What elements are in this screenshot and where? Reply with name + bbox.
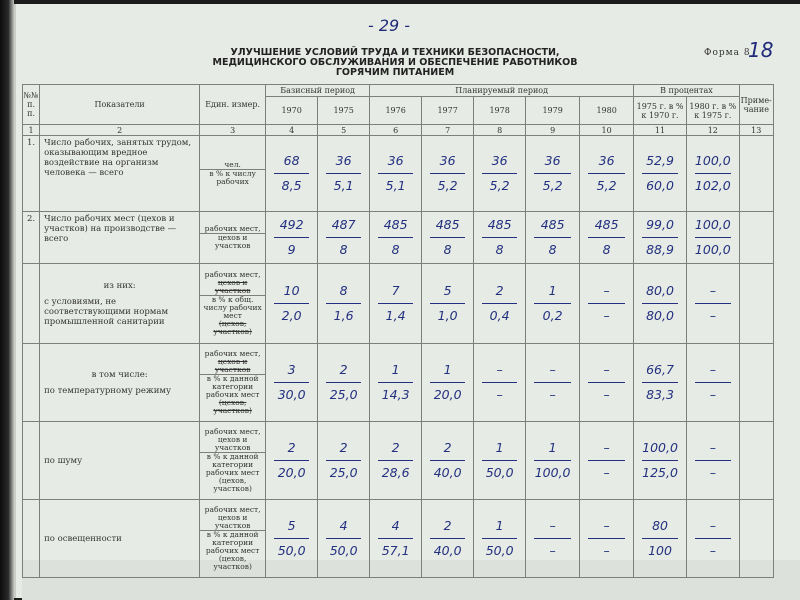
- value-bottom: –: [549, 387, 556, 402]
- row-indicator-label: с условиями, не соответствующими нормам промышленной санитарии: [44, 296, 169, 327]
- value-bottom: –: [709, 308, 716, 323]
- title-line: МЕДИЦИНСКОГО ОБСЛУЖИВАНИЯ И ОБЕСПЕЧЕНИЕ РАБОТНИКОВ: [212, 57, 578, 68]
- value-bottom: 5,2: [542, 178, 563, 193]
- value-top: 1: [482, 514, 517, 539]
- row-note: [739, 422, 773, 500]
- value-top: 36: [430, 149, 465, 174]
- value-bottom: 0,4: [489, 308, 510, 323]
- value-bottom: 80,0: [646, 308, 674, 323]
- header-indicators: Показатели: [40, 85, 200, 125]
- row-note: [739, 136, 773, 212]
- value-top: 2: [482, 279, 517, 304]
- value-cell: [686, 422, 739, 500]
- header-year: 1979: [526, 97, 580, 125]
- value-top: 485: [588, 213, 625, 238]
- col-number: 2: [40, 125, 200, 136]
- table-row: [23, 344, 774, 422]
- table-row: [23, 212, 774, 264]
- value-bottom: 50,0: [277, 543, 306, 558]
- table-row: [23, 422, 774, 500]
- value-bottom: 40,0: [433, 465, 462, 480]
- header-year: 1976: [370, 97, 422, 125]
- unit-bottom-text: в % к данной категории рабочих мест (цехов, участков): [205, 530, 260, 571]
- value-top: 485: [482, 213, 517, 238]
- unit-bottom-text: в % к данной категории рабочих мест: [205, 374, 260, 399]
- value-top: –: [534, 514, 571, 539]
- row-unit: [200, 264, 266, 344]
- header-year: 1977: [422, 97, 474, 125]
- value-top: –: [588, 436, 625, 461]
- value-top: 36: [588, 149, 625, 174]
- value-top: 100,0: [642, 436, 678, 461]
- value-cell: [526, 500, 580, 578]
- unit-bottom-text: цехов и участков: [214, 233, 251, 250]
- row-indicator: [40, 344, 200, 422]
- value-cell: [474, 422, 526, 500]
- col-number: 4: [266, 125, 318, 136]
- col-number: 6: [370, 125, 422, 136]
- value-cell: [422, 422, 474, 500]
- value-top: 10: [274, 279, 309, 304]
- value-top: 1: [430, 358, 465, 383]
- unit-bottom-text: в % к общ. числу рабочих мест: [203, 295, 262, 320]
- row-unit: [200, 344, 266, 422]
- value-cell: [318, 422, 370, 500]
- value-bottom: –: [549, 543, 556, 558]
- value-cell: [422, 212, 474, 264]
- value-bottom: 8: [339, 242, 348, 257]
- row-indicator: [40, 422, 200, 500]
- value-bottom: 5,2: [489, 178, 510, 193]
- value-cell: [686, 500, 739, 578]
- row-indicator: [40, 264, 200, 344]
- row-indicator: [40, 212, 200, 264]
- value-top: 100,0: [695, 149, 731, 174]
- col-number: 12: [686, 125, 739, 136]
- value-cell: [580, 500, 634, 578]
- value-top: 100,0: [695, 213, 731, 238]
- value-cell: [422, 136, 474, 212]
- row-indicator-prefix: в том числе:: [91, 369, 148, 380]
- value-cell: [266, 344, 318, 422]
- value-top: 3: [274, 358, 309, 383]
- data-table: [22, 84, 774, 578]
- row-note: [739, 500, 773, 578]
- col-number: 11: [634, 125, 687, 136]
- value-cell: [526, 136, 580, 212]
- value-cell: [634, 344, 687, 422]
- row-note: [739, 212, 773, 264]
- value-bottom: 8,5: [281, 178, 302, 193]
- value-top: 1: [534, 279, 571, 304]
- value-top: 2: [274, 436, 309, 461]
- value-top: 485: [534, 213, 571, 238]
- row-number: [23, 264, 40, 344]
- header-note: Приме-чание: [739, 85, 773, 125]
- value-top: 2: [430, 436, 465, 461]
- value-bottom: 100: [648, 543, 672, 558]
- value-bottom: 5,1: [385, 178, 406, 193]
- value-cell: [370, 264, 422, 344]
- unit-bottom: [200, 296, 265, 336]
- value-bottom: 5,2: [596, 178, 617, 193]
- value-bottom: 50,0: [485, 465, 514, 480]
- unit-top-text: рабочих мест,: [204, 224, 261, 233]
- value-top: 5: [274, 514, 309, 539]
- value-bottom: 60,0: [646, 178, 674, 193]
- value-top: 2: [326, 358, 361, 383]
- value-cell: [266, 422, 318, 500]
- header-pct-1980: 1980 г. в % к 1975 г.: [686, 97, 739, 125]
- value-bottom: 1,4: [385, 308, 406, 323]
- unit-struck-text: (цехов, участков): [213, 319, 252, 336]
- value-top: 80,0: [642, 279, 678, 304]
- value-top: 99,0: [642, 213, 678, 238]
- value-cell: [474, 500, 526, 578]
- value-bottom: 8: [443, 242, 452, 257]
- col-number: 13: [739, 125, 773, 136]
- value-bottom: 100,0: [534, 465, 571, 480]
- value-cell: [370, 422, 422, 500]
- value-top: 5: [430, 279, 465, 304]
- value-bottom: 8: [602, 242, 611, 257]
- header-year: 1980: [580, 97, 634, 125]
- value-cell: [634, 212, 687, 264]
- value-bottom: 102,0: [694, 178, 731, 193]
- unit-bottom: [200, 375, 265, 415]
- title-line: ГОРЯЧИМ ПИТАНИЕМ: [335, 67, 455, 78]
- value-cell: [474, 344, 526, 422]
- value-bottom: 14,3: [381, 387, 410, 402]
- header-plan-period: Планируемый период: [370, 85, 634, 97]
- value-bottom: 57,1: [381, 543, 410, 558]
- row-note: [739, 344, 773, 422]
- value-cell: [370, 500, 422, 578]
- row-unit: [200, 212, 266, 264]
- value-cell: [686, 344, 739, 422]
- value-top: 2: [378, 436, 413, 461]
- value-top: 485: [378, 213, 413, 238]
- value-cell: [266, 264, 318, 344]
- row-indicator-label: Число рабочих мест (цехов и участков) на производстве — всего: [44, 214, 177, 244]
- value-bottom: –: [603, 308, 610, 323]
- value-cell: [370, 136, 422, 212]
- row-number: 2.: [23, 212, 40, 264]
- value-top: 2: [326, 436, 361, 461]
- value-cell: [474, 136, 526, 212]
- value-bottom: 2,0: [281, 308, 302, 323]
- unit-top-text: рабочих мест, цехов и участков: [204, 505, 261, 530]
- row-number: [23, 422, 40, 500]
- row-indicator-label: Число рабочих, занятых трудом, оказывающим вредное воздействие на организм человека — всего: [44, 138, 192, 178]
- unit-top-text: рабочих мест,: [204, 270, 261, 279]
- value-top: 1: [482, 436, 517, 461]
- value-top: 80: [642, 514, 678, 539]
- value-bottom: 0,2: [542, 308, 563, 323]
- value-bottom: –: [709, 387, 716, 402]
- row-unit: [200, 500, 266, 578]
- value-cell: [580, 212, 634, 264]
- unit-struck-text: (цехов, участков): [213, 398, 252, 415]
- value-cell: [580, 422, 634, 500]
- unit-bottom: [200, 234, 265, 250]
- header-num: №№ п. п.: [23, 85, 40, 125]
- header-unit: Един. измер.: [200, 85, 266, 125]
- value-cell: [318, 136, 370, 212]
- value-cell: [266, 212, 318, 264]
- value-bottom: 5,1: [333, 178, 354, 193]
- column-number-row: [23, 125, 774, 136]
- value-top: 68: [274, 149, 309, 174]
- value-cell: [634, 264, 687, 344]
- value-bottom: 20,0: [277, 465, 306, 480]
- value-top: 1: [534, 436, 571, 461]
- value-cell: [266, 500, 318, 578]
- value-bottom: 30,0: [277, 387, 306, 402]
- title-line: УЛУЧШЕНИЕ УСЛОВИЙ ТРУДА И ТЕХНИКИ БЕЗОПАСНОСТИ,: [230, 47, 560, 58]
- unit-struck-text: цехов и участков: [214, 278, 251, 295]
- value-cell: [318, 212, 370, 264]
- value-cell: [686, 136, 739, 212]
- row-indicator-label: по шуму: [44, 455, 83, 466]
- value-cell: [580, 136, 634, 212]
- header-pct-1975: 1975 г. в % к 1970 г.: [634, 97, 687, 125]
- value-cell: [474, 212, 526, 264]
- value-cell: [634, 136, 687, 212]
- col-number: 3: [200, 125, 266, 136]
- header-base-period: Базисный период: [266, 85, 370, 97]
- value-cell: [526, 422, 580, 500]
- value-cell: [370, 344, 422, 422]
- value-top: –: [482, 358, 517, 383]
- unit-top-text: чел.: [224, 160, 241, 169]
- value-cell: [370, 212, 422, 264]
- value-cell: [318, 264, 370, 344]
- value-cell: [422, 500, 474, 578]
- value-top: –: [695, 358, 731, 383]
- table-row: [23, 264, 774, 344]
- row-unit: [200, 136, 266, 212]
- value-top: 36: [326, 149, 361, 174]
- value-cell: [422, 264, 474, 344]
- unit-top: [200, 506, 265, 531]
- row-indicator-prefix: из них:: [103, 280, 136, 291]
- value-top: 7: [378, 279, 413, 304]
- value-cell: [526, 212, 580, 264]
- header-year: 1975: [318, 97, 370, 125]
- table-row: [23, 500, 774, 578]
- value-top: 492: [274, 213, 309, 238]
- value-bottom: 8: [391, 242, 400, 257]
- value-bottom: 50,0: [485, 543, 514, 558]
- value-bottom: 8: [495, 242, 504, 257]
- value-top: 66,7: [642, 358, 678, 383]
- value-top: 487: [326, 213, 361, 238]
- value-bottom: 40,0: [433, 543, 462, 558]
- header-year: 1978: [474, 97, 526, 125]
- value-top: –: [695, 436, 731, 461]
- document-title: [180, 48, 610, 78]
- unit-bottom-text: в % к данной категории рабочих мест (цехов, участков): [205, 452, 260, 493]
- value-bottom: 50,0: [329, 543, 358, 558]
- value-top: –: [588, 514, 625, 539]
- value-bottom: 5,2: [437, 178, 458, 193]
- page-number: - 29 -: [368, 16, 411, 35]
- value-top: –: [695, 279, 731, 304]
- value-bottom: 25,0: [329, 387, 358, 402]
- value-top: 1: [378, 358, 413, 383]
- unit-top: [200, 428, 265, 453]
- row-indicator-label: по освещенности: [44, 533, 122, 544]
- value-bottom: 125,0: [642, 465, 678, 480]
- value-cell: [686, 212, 739, 264]
- row-indicator: [40, 500, 200, 578]
- value-bottom: 8: [548, 242, 557, 257]
- value-bottom: 28,6: [381, 465, 410, 480]
- value-bottom: –: [709, 465, 716, 480]
- row-indicator: [40, 136, 200, 212]
- value-top: 485: [430, 213, 465, 238]
- value-cell: [266, 136, 318, 212]
- value-cell: [318, 500, 370, 578]
- value-top: 4: [326, 514, 361, 539]
- value-cell: [318, 344, 370, 422]
- unit-top-text: рабочих мест, цехов и участков: [204, 427, 261, 452]
- value-cell: [686, 264, 739, 344]
- value-bottom: 83,3: [646, 387, 674, 402]
- value-top: 36: [482, 149, 517, 174]
- value-top: –: [534, 358, 571, 383]
- value-top: 36: [378, 149, 413, 174]
- row-number: [23, 500, 40, 578]
- value-bottom: 9: [287, 242, 296, 257]
- col-number: 8: [474, 125, 526, 136]
- header-percent: В процентах: [634, 85, 740, 97]
- col-number: 5: [318, 125, 370, 136]
- value-bottom: –: [496, 387, 503, 402]
- value-bottom: 1,0: [437, 308, 458, 323]
- value-cell: [474, 264, 526, 344]
- table-row: [23, 136, 774, 212]
- value-bottom: –: [603, 387, 610, 402]
- value-top: 8: [326, 279, 361, 304]
- col-number: 1: [23, 125, 40, 136]
- value-bottom: –: [709, 543, 716, 558]
- value-top: –: [588, 358, 625, 383]
- value-top: 52,9: [642, 149, 678, 174]
- value-bottom: –: [603, 543, 610, 558]
- unit-top: [200, 271, 265, 296]
- value-cell: [634, 422, 687, 500]
- value-top: 2: [430, 514, 465, 539]
- value-bottom: 20,0: [433, 387, 462, 402]
- value-top: –: [695, 514, 731, 539]
- unit-bottom: [200, 170, 265, 186]
- value-cell: [422, 344, 474, 422]
- row-number: [23, 344, 40, 422]
- value-cell: [580, 344, 634, 422]
- row-indicator-label: по температурному режиму: [44, 385, 171, 396]
- col-number: 9: [526, 125, 580, 136]
- unit-struck-text: цехов и участков: [214, 357, 251, 374]
- book-binding: [0, 0, 14, 600]
- value-top: 4: [378, 514, 413, 539]
- value-bottom: 88,9: [646, 242, 674, 257]
- value-bottom: 100,0: [694, 242, 731, 257]
- form-label: Форма 8: [704, 48, 751, 58]
- value-cell: [580, 264, 634, 344]
- value-bottom: 1,6: [333, 308, 354, 323]
- value-bottom: –: [603, 465, 610, 480]
- col-number: 7: [422, 125, 474, 136]
- value-top: 36: [534, 149, 571, 174]
- unit-top-text: рабочих мест,: [204, 349, 261, 358]
- row-unit: [200, 422, 266, 500]
- col-number: 10: [580, 125, 634, 136]
- value-cell: [526, 344, 580, 422]
- unit-top: [200, 350, 265, 375]
- value-cell: [634, 500, 687, 578]
- unit-bottom: [200, 453, 265, 493]
- row-note: [739, 264, 773, 344]
- unit-bottom: [200, 531, 265, 571]
- value-top: –: [588, 279, 625, 304]
- value-cell: [526, 264, 580, 344]
- form-number-handwritten: 18: [748, 38, 774, 62]
- value-bottom: 25,0: [329, 465, 358, 480]
- unit-bottom-text: в % к числу рабочих: [209, 169, 256, 186]
- row-number: 1.: [23, 136, 40, 212]
- header-year: 1970: [266, 97, 318, 125]
